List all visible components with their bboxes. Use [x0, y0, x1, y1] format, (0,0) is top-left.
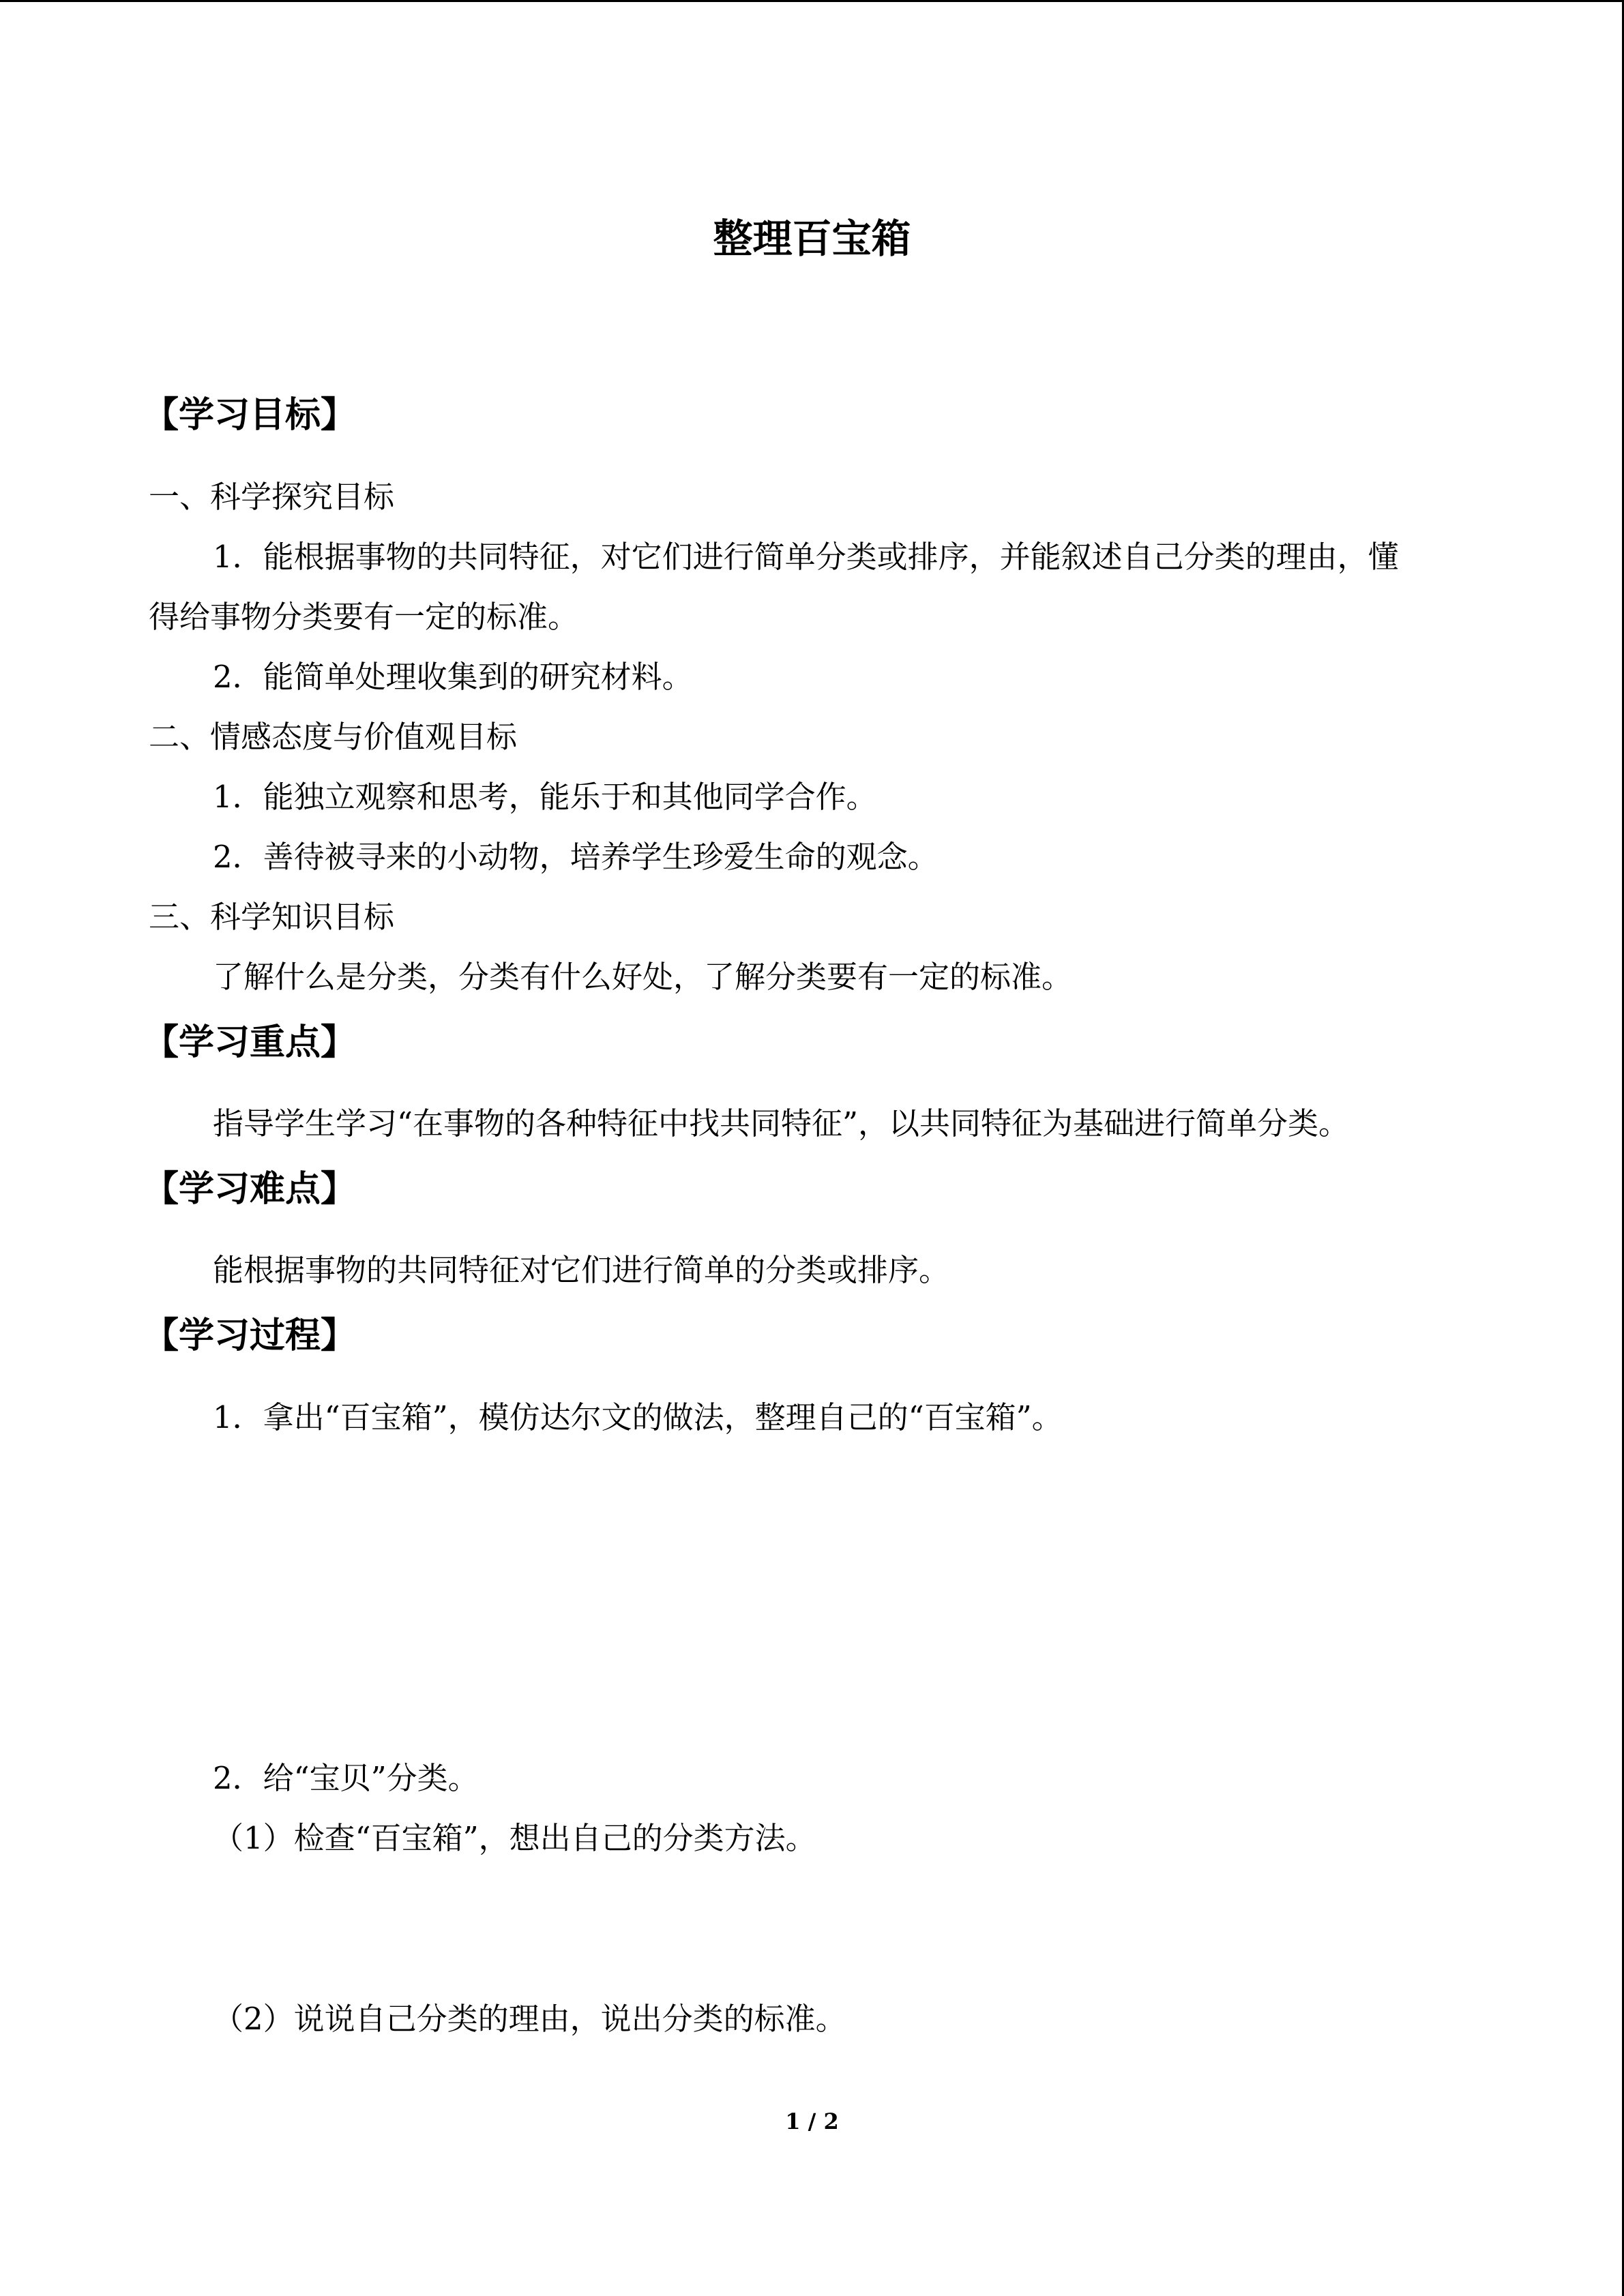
document-title: 整理百宝箱 — [713, 215, 911, 262]
science-inquiry-item1-line2: 得给事物分类要有一定的标准。 — [149, 599, 579, 635]
objectives-heading: 【学习目标】 — [143, 394, 357, 436]
emotion-item1: 1．能独立观察和思考，能乐于和其他同学合作。 — [213, 779, 877, 815]
science-inquiry-heading: 一、科学探究目标 — [149, 479, 395, 515]
key-point-text: 指导学生学习“在事物的各种特征中找共同特征”，以共同特征为基础进行简单分类。 — [213, 1105, 1350, 1142]
process-step2-sub2: （2）说说自己分类的理由，说出分类的标准。 — [213, 2001, 846, 2037]
knowledge-text: 了解什么是分类，分类有什么好处，了解分类要有一定的标准。 — [213, 959, 1073, 995]
key-point-heading: 【学习重点】 — [143, 1022, 357, 1063]
knowledge-heading: 三、科学知识目标 — [149, 899, 395, 935]
difficulty-text: 能根据事物的共同特征对它们进行简单的分类或排序。 — [213, 1252, 950, 1288]
process-step2-sub1: （1）检查“百宝箱”，想出自己的分类方法。 — [213, 1820, 816, 1856]
science-inquiry-item1-line1: 1．能根据事物的共同特征，对它们进行简单分类或排序，并能叙述自己分类的理由，懂 — [213, 539, 1399, 575]
difficulty-heading: 【学习难点】 — [143, 1168, 357, 1210]
science-inquiry-item2: 2．能简单处理收集到的研究材料。 — [213, 659, 693, 695]
emotion-heading: 二、情感态度与价值观目标 — [149, 719, 518, 755]
process-step1: 1．拿出“百宝箱”，模仿达尔文的做法，整理自己的“百宝箱”。 — [213, 1399, 1063, 1435]
process-heading: 【学习过程】 — [143, 1315, 357, 1356]
process-step2: 2．给“宝贝”分类。 — [213, 1760, 479, 1796]
emotion-item2: 2．善待被寻来的小动物，培养学生珍爱生命的观念。 — [213, 839, 939, 875]
page-number: 1 / 2 — [785, 2108, 839, 2134]
